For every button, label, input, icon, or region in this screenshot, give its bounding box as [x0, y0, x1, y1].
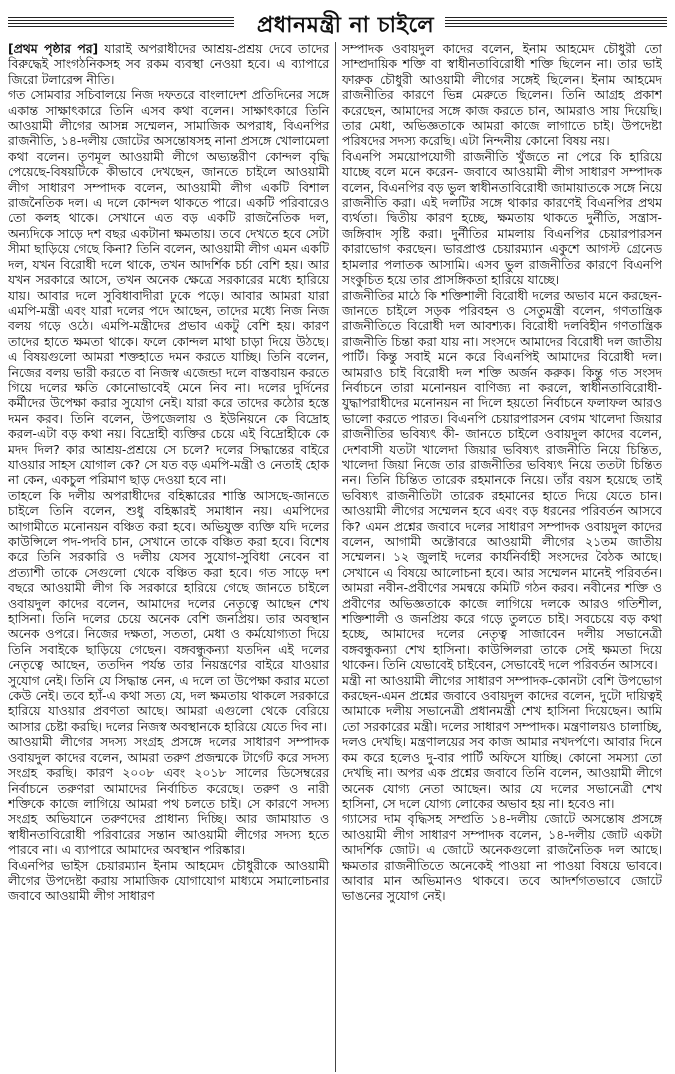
article-columns: [8, 42, 667, 1072]
article-paragraph: রাজনীতির মাঠে কি শক্তিশালী বিরোধী দলের অভাব মনে করছেন- জানতে চাইলে সড়ক পরিবহন ও সেতুমন্ত্রী বলেন, গণতান্ত্রিক রাজনীতিতে বিরোধী দল আবশ্যক। বিরোধী দলবিহীন গণতান্ত্রিক রাজনীতি চিন্তা করা যায় না। সংসদে আমাদের বিরোধী দল জাতীয় পার্টি। কিন্তু সবাই মনে করে বিএনপিই আমাদের বিরোধী দল। আমরাও চাই বিরোধী দল শক্তি অর্জন করুক। কিন্তু গত সংসদ নির্বাচনে তারা মনোনয়ন বাণিজ্য না করলে, স্বাধীনতাবিরোধী-যুদ্ধাপরাধীদের মনোনয়ন না দিলে হয়তো নির্বাচনে ফলাফল আরও ভালো করতে পারত। বিএনপি চেয়ারপারসন বেগম খালেদা জিয়ার রাজনীতির ভবিষ্যৎ কী- জানতে চাইলে ওবায়দুল কাদের বলেন, দেশবাসী যতটা খালেদা জিয়ার ভবিষ্যৎ রাজনীতি নিয়ে চিন্তিত, খালেদা জিয়া নিজে তার রাজনীতির ভবিষ্যৎ নিয়ে ততটা চিন্তিত নন। তিনি চিন্তিত তারেক রহমানকে নিয়ে। তাঁর বয়স হয়েছে তাই ভবিষ্যৎ রাজনীতিটা তারেক রহমানের হাতে দিয়ে যেতে চান। আওয়ামী লীগের সম্মেলন হবে এবং বড় ধরনের পরিবর্তন আসবে কি? এমন প্রশ্নের জবাবে দলের সাধারণ সম্পাদক ওবায়দুল কাদের বলেন, আগামী অক্টোবরে আওয়ামী লীগের ২১তম জাতীয় সম্মেলন। ১২ জুলাই দলের কার্যনির্বাহী সংসদের বৈঠক আছে। সেখানে এ বিষয়ে আলোচনা হবে। আর সম্মেলন মানেই পরিবর্তন। আমরা নবীন-প্রবীণের সমন্বয়ে কমিটি গঠন করব। নবীনের শক্তি ও প্রবীণের অভিজ্ঞতাকে কাজে লাগিয়ে দলকে আরও গতিশীল, শক্তিশালী ও জনপ্রিয় করে গড়ে তুলতে চাই। সবচেয়ে বড় কথা হচ্ছে, আমাদের দলের নেতৃত্ব সাজাবেন দলীয় সভানেত্রী বঙ্গবন্ধুকন্যা শেখ হাসিনা। কাউন্সিলরা তাকে সেই ক্ষমতা দিয়ে থাকেন। তিনি যেভাবেই চাইবেন, সেভাবেই দলে পরিবর্তন আসবে।: [342, 288, 662, 673]
article-paragraph: সম্পাদক ওবায়দুল কাদের বলেন, ইনাম আহমেদ চৌধুরী তো সাম্প্রদায়িক শক্তি বা স্বাধীনতাবিরোধী শক্তি ছিলেন না। তার ভাই ফারুক চৌধুরী আওয়ামী লীগের সঙ্গেই ছিলেন। ইনাম আহমেদ রাজনীতির কারণে ভিন্ন মেরুতে ছিলেন। তিনি আগ্রহ প্রকাশ করেছেন, আমাদের সঙ্গে কাজ করতে চান, আমরাও সায় দিয়েছি। তার মেধা, অভিজ্ঞতাকে আমরা কাজে লাগাতে চাই। উপদেষ্টা পরিষদের সদস্য করেছি। এটা নিন্দনীয় কোনো বিষয় নয়।: [342, 42, 662, 149]
article-paragraph: মন্ত্রী না আওয়ামী লীগের সাধারণ সম্পাদক-কোনটা বেশি উপভোগ করছেন-এমন প্রশ্নের জবাবে ওবায়দুল কাদের বলেন, দুটো দায়িত্বই আমাকে দলীয় সভানেত্রী প্রধানমন্ত্রী শেখ হাসিনা দিয়েছেন। আমি তো সরকারের মন্ত্রী। দলের সাধারণ সম্পাদক। মন্ত্রণালয়ও চালাচ্ছি, দলও দেখছি। মন্ত্রণালয়ের সব কাজ আমার নখদর্পণে। আবার দিনে কম করে হলেও দু-বার পার্টি অফিসে যাচ্ছি। কোনো সমস্যা তো দেখছি না। অপর এক প্রশ্নের জবাবে তিনি বলেন, আওয়ামী লীগে অনেক যোগ্য নেতা আছেন। আর যে দলের সভানেত্রী শেখ হাসিনা, সে দলে যোগ্য লোকের অভাব হয় না। হবেও না।: [342, 673, 662, 811]
article-paragraph: [8, 42, 329, 88]
article-paragraph: গ্যাসের দাম বৃদ্ধিসহ সম্প্রতি ১৪-দলীয় জোটে অসন্তোষ প্রসঙ্গে আওয়ামী লীগ সাধারণ সম্পাদক বলেন, ১৪-দলীয় জোট একটা আদর্শিক জোট। এ জোটে অনেকগুলো রাজনৈতিক দল আছে। ক্ষমতার রাজনীতিতে অনেকেই পাওয়া না পাওয়া বিষয়ে ভাববে। আবার মান অভিমানও থাকবে। তবে আদর্শগতভাবে জোটে ভাঙনের সুযোগ নেই।: [342, 812, 662, 904]
headline: প্রধানমন্ত্রী না চাইলে: [256, 12, 435, 38]
right-column: [335, 42, 662, 1072]
article-paragraph: বিএনপির ভাইস চেয়ারম্যান ইনাম আহমেদ চৌধুরীকে আওয়ামী লীগের উপদেষ্টা করায় সামাজিক যোগাযোগ মাধ্যমে সমালোচনার জবাবে আওয়ামী লীগ সাধারণ: [8, 858, 329, 904]
left-column: [8, 42, 335, 1072]
article-paragraph: আওয়ামী লীগের সদস্য সংগ্রহ প্রসঙ্গে দলের সাধারণ সম্পাদক ওবায়দুল কাদের বলেন, আমরা তরুণ প্রজন্মকে টার্গেট করে সদস্য সংগ্রহ করছি। কারণ ২০০৮ এবং ২০১৮ সালের ডিসেম্বরের নির্বাচনে তরুণরা আমাদের নির্বাচিত করেছে। তরুণ ও নারী শক্তিকে কাজে লাগিয়ে আমরা পথ চলতে চাই। সে কারণে সদস্য সংগ্রহ অভিযানে তরুণদের প্রাধান্য দিচ্ছি। আর জামায়াত ও স্বাধীনতাবিরোধী পরিবারের সন্তান আওয়ামী লীগের সদস্য হতে পারবে না। এ ব্যাপারে আমাদের অবস্থান পরিষ্কার।: [8, 735, 329, 858]
paragraph-text: যারাই অপরাধীদের আশ্রয়-প্রশ্রয় দেবে তাদের বিরুদ্ধেই সাংগঠনিকসহ সব রকম ব্যবস্থা নেওয়া হবে। এ ব্যাপারে জিরো টলারেন্স নীতি।: [8, 42, 330, 87]
article-paragraph: তাহলে কি দলীয় অপরাধীদের বহিষ্কারের শাস্তি আসছে-জানতে চাইলে তিনি বলেন, শুধু বহিষ্কারই সমাধান নয়। এমপিদের আগামীতে মনোনয়ন বঞ্চিত করা হবে। অভিযুক্ত ব্যক্তি যদি দলের কাউন্সিলে পদ-পদবি চান, সেখানে তাকে বঞ্চিত করা হবে। বিশেষ করে তিনি সরকারি ও দলীয় যেসব সুযোগ-সুবিধা নেবেন বা প্রত্যাশী তাকে সেগুলো থেকে বঞ্চিত করা হবে। গত সাড়ে দশ বছরে আওয়ামী লীগ কি সরকারে হারিয়ে গেছে জানতে চাইলে ওবায়দুল কাদের বলেন, আমাদের দলের নেতৃত্বে আছেন শেখ হাসিনা। তিনি দলের চেয়ে অনেক বেশি জনপ্রিয়। তার অবস্থান অনেক ওপরে। নিজের দক্ষতা, সততা, মেধা ও কর্মযোগ্যতা দিয়ে তিনি সবাইকে ছাড়িয়ে গেছেন। বঙ্গবন্ধুকন্যা যতদিন এই দলের নেতৃত্বে আছেন, ততদিন পর্যন্ত তার নিয়ন্ত্রণের বাইরে যাওয়ার সুযোগ নেই। তিনি যে সিদ্ধান্ত নেন, এ দলে তা উপেক্ষা করার মতো কেউ নেই। তবে হ্যাঁ-এ কথা সত্য যে, দল ক্ষমতায় থাকলে সরকারে হারিয়ে যাওয়ার প্রবণতা আছে। আমরা এগুলো থেকে বেরিয়ে আসার চেষ্টা করছি। দলের নিজস্ব অবস্থানকে হারিয়ে যেতে দিব না।: [8, 488, 329, 734]
article-paragraph: গত সোমবার সচিবালয়ে নিজ দফতরে বাংলাদেশ প্রতিদিনের সঙ্গে একান্ত সাক্ষাৎকারে তিনি এসব কথা বলেন। সাক্ষাৎকারে তিনি আওয়ামী লীগের আসন্ন সম্মেলন, সামাজিক অপরাধ, বিএনপির রাজনীতি, ১৪-দলীয় জোটের অসন্তোষসহ নানা প্রসঙ্গে খোলামেলা কথা বলেন। তৃণমূল আওয়ামী লীগে অভ্যন্তরীণ কোন্দল বৃদ্ধি পেয়েছে-বিষয়টিকে কীভাবে দেখছেন, জানতে চাইলে আওয়ামী লীগ সাধারণ সম্পাদক বলেন, আওয়ামী লীগ একটি বিশাল রাজনৈতিক দল। এ দলে কোন্দল থাকতে পারে। একটি পরিবারেও তো কলহ থাকে। সেখানে এত বড় একটি রাজনৈতিক দল, অন্যদিকে সাড়ে দশ বছর একটানা ক্ষমতায়। তবে দেখতে হবে সেটা সীমা ছাড়িয়ে গেছে কিনা? তিনি বলেন, আওয়ামী লীগ এমন একটি দল, যখন বিরোধী দলে থাকে, তখন আদর্শিক চর্চা বেশি হয়। আর যখন সরকারে আসে, তখন অনেক ক্ষেত্রে সরকারের মধ্যে হারিয়ে যায়। আবার দলে সুবিধাবাদীরা ঢুকে পড়ে। আবার আমরা যারা এমপি-মন্ত্রী এবং যারা দলের পদে আছেন, তাদের মধ্যে নিজ নিজ বলয় গড়ে ওঠে। এমপি-মন্ত্রীদের প্রভাব একটু বেশি হয়। কারণ তাদের হাতে ক্ষমতা থাকে। ফলে কোন্দল মাথা চাড়া দিয়ে উঠছে। এ বিষয়গুলো আমরা শক্তহাতে দমন করতে যাচ্ছি। তিনি বলেন, নিজের বলয় ভারী করতে বা নিজস্ব এজেন্ডা দলে বাস্তবায়ন করতে গিয়ে দলের ক্ষতি কোনোভাবেই মেনে নিব না। দলের দুর্দিনের কর্মীদের উপেক্ষা করার সুযোগ নেই। যারা করে তাদের কঠোর হস্তে দমন করব। তিনি বলেন, উপজেলায় ও ইউনিয়নে কে বিদ্রোহ করল-এটা বড় কথা নয়। বিদ্রোহী ব্যক্তির চেয়ে এই বিদ্রোহীকে কে মদদ দিল? কার আশ্রয়-প্রশ্রয়ে সে চলে? দলের সিদ্ধান্তের বাইরে যাওয়ার সাহস যোগাল কে? সে যত বড় এমপি-মন্ত্রী ও নেতাই হোক না কেন, একচুল পরিমাণ ছাড় দেওয়া হবে না।: [8, 88, 329, 488]
decorative-rule-right: [445, 17, 667, 27]
decorative-rule-left: [8, 17, 234, 27]
jump-label: [প্রথম পৃষ্ঠার পর]: [8, 42, 99, 56]
article-paragraph: বিএনপি সময়োপযোগী রাজনীতি খুঁজতে না পেরে কি হারিয়ে যাচ্ছে বলে মনে করেন- জবাবে আওয়ামী লীগ সাধারণ সম্পাদক বলেন, বিএনপির বড় ভুল স্বাধীনতাবিরোধী জামায়াতকে সঙ্গে নিয়ে রাজনীতি করা। এই দলটির সঙ্গে থাকার কারণেই বিএনপির প্রথম ব্যর্থতা। দ্বিতীয় কারণ হচ্ছে, ক্ষমতায় থাকতে দুর্নীতি, সন্ত্রাস-জঙ্গিবাদ সৃষ্টি করা। দুর্নীতির মামলায় বিএনপির চেয়ারপারসন কারাভোগ করছেন। ভারপ্রাপ্ত চেয়ারম্যান একুশে আগস্ট গ্রেনেড হামলার পলাতক আসামি। এসব ভুল রাজনীতির কারণে বিএনপি সংকুচিত হয়ে তার প্রাসঙ্গিকতা হারিয়ে যাচ্ছে।: [342, 149, 662, 288]
headline-banner: [8, 6, 667, 40]
